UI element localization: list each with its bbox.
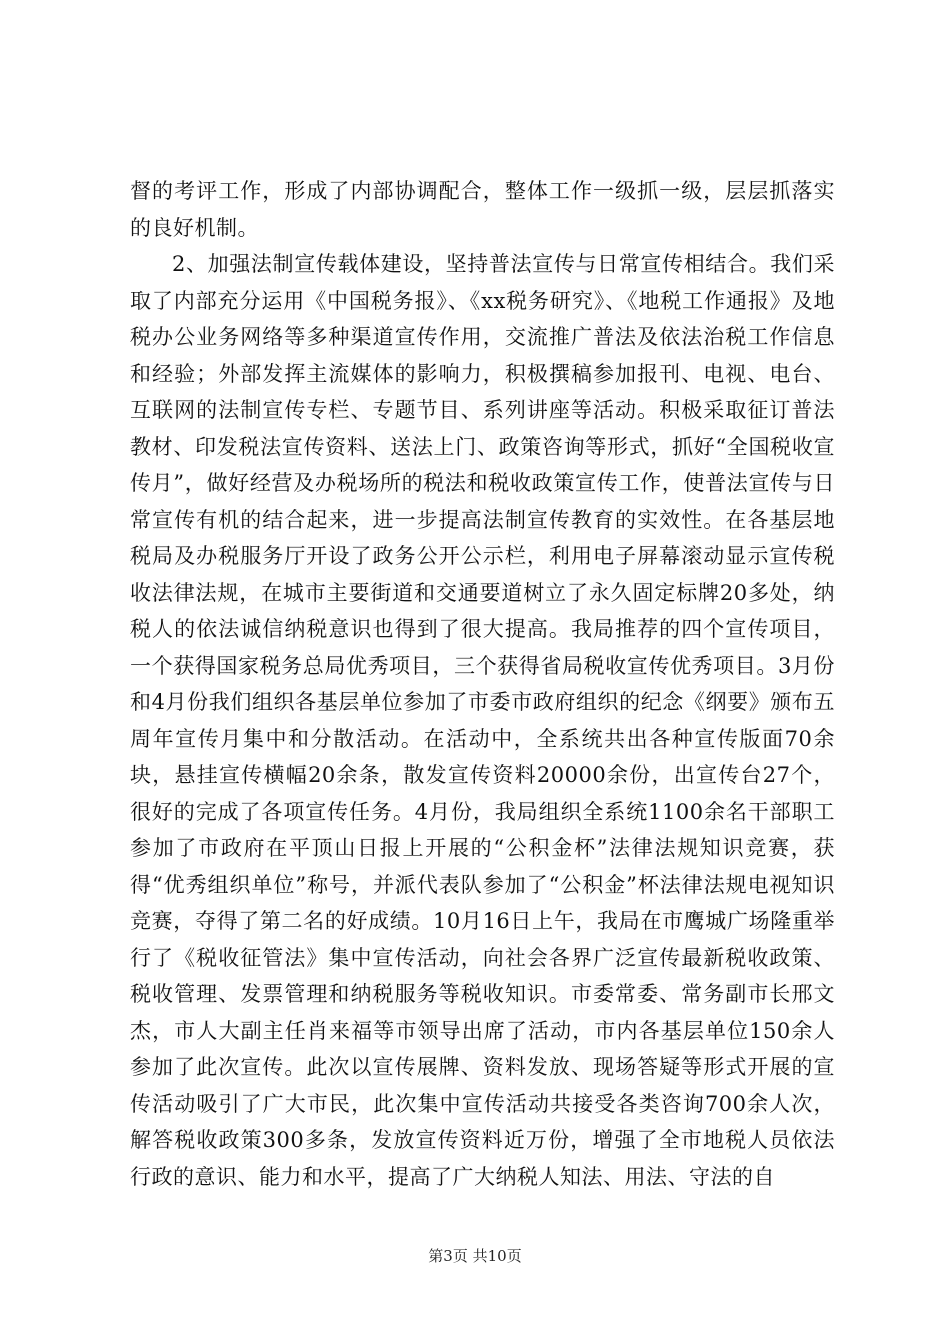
document-body [130,173,835,1195]
paragraph-continuation: 督的考评工作，形成了内部协调配合，整体工作一级抓一级，层层抓落实的良好机制。 [130,179,835,240]
page-footer: 第3页 共10页 [428,1247,522,1265]
paragraph-legal-publicity: 2、加强法制宣传载体建设，坚持普法宣传与日常宣传相结合。我们采取了内部充分运用《中国税务报》、《xx税务研究》、《地税工作通报》及地税办公业务网络等多种渠道宣传作用，交流推广普法及依法治税工作信息和经验；外部发挥主流媒体的影响力，积极撰稿参加报刊、电视、电台、互联网的法制宣传专栏、专题节目、系列讲座等活动。积极采取征订普法教材、印发税法宣传资料、送法上门、政策咨询等形式，抓好“全国税收宣传月”，做好经营及办税场所的税法和税收政策宣传工作，使普法宣传与日常宣传有机的结合起来，进一步提高法制宣传教育的实效性。在各基层地税局及办税服务厅开设了政务公开公示栏，利用电子屏幕滚动显示宣传税收法律法规，在城市主要街道和交通要道树立了永久固定标牌20多处，纳税人的依法诚信纳税意识也得到了很大提高。我局推荐的四个宣传项目，一个获得国家税务总局优秀项目，三个获得省局税收宣传优秀项目。3月份和4月份我们组织各基层单位参加了市委市政府组织的纪念《纲要》颁布五周年宣传月集中和分散活动。在活动中，全系统共出各种宣传版面70余块，悬挂宣传横幅20余条，散发宣传资料20000余份，出宣传台27个，很好的完成了各项宣传任务。4月份，我局组织全系统1100余名干部职工参加了市政府在平顶山日报上开展的“公积金杯”法律法规知识竞赛，获得“优秀组织单位”称号，并派代表队参加了“公积金”杯法律法规电视知识竞赛，夺得了第二名的好成绩。10月16日上午，我局在市鹰城广场隆重举行了《税收征管法》集中宣传活动，向社会各界广泛宣传最新税收政策、税收管理、发票管理和纳税服务等税收知识。市委常委、常务副市长邢文杰，市人大副主任肖来福等市领导出席了活动，市内各基层单位150余人参加了此次宣传。此次以宣传展牌、资料发放、现场答疑等形式开展的宣传活动吸引了广大市民，此次集中宣传活动共接受各类咨询700余人次，解答税收政策300多条，发放宣传资料近万份，增强了全市地税人员依法行政的意识、能力和水平，提高了广大纳税人知法、用法、守法的自 [130,252,835,1189]
